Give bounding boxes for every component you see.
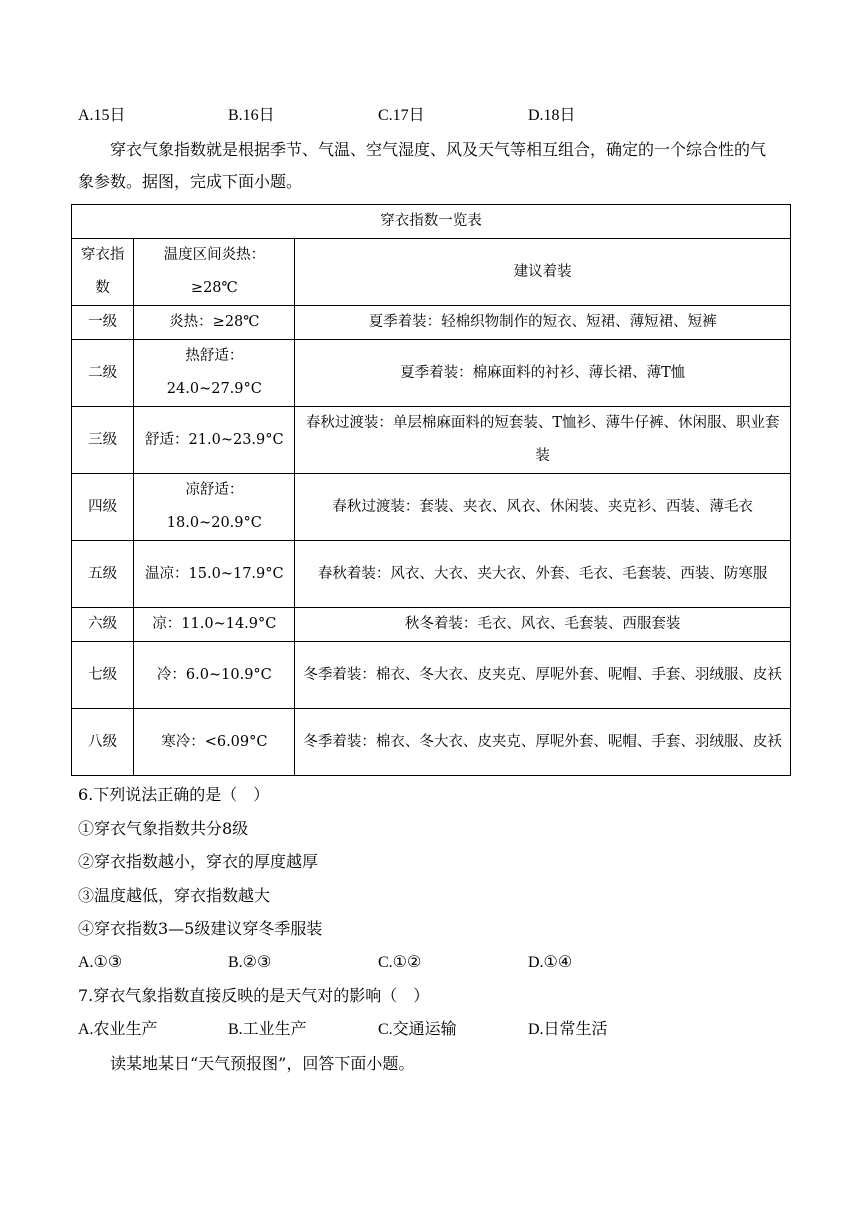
statement-4: ④穿衣指数3—5级建议穿冬季服装 [78,919,323,938]
row-advice: 夏季着装：棉麻面料的衬衫、薄长裙、薄T恤 [295,340,791,407]
row-advice: 春秋过渡装：单层棉麻面料的短套装、T恤衫、薄牛仔裤、休闲服、职业套装 [295,407,791,474]
row-level: 一级 [72,306,134,340]
statement-3: ③温度越低，穿衣指数越大 [78,886,271,905]
option-d[interactable]: D.18日 [528,107,576,124]
prev-question-options [78,106,798,126]
table-row [72,709,791,776]
option-d[interactable]: D.①④ [528,954,573,971]
row-temp: 寒冷：<6.09°C [134,709,295,776]
statement-1: ①穿衣气象指数共分8级 [78,819,249,838]
option-a[interactable]: A.15日 [78,107,126,124]
header-temp: 温度区间炎热：≥28℃ [134,239,295,306]
row-advice: 春秋着装：风衣、大衣、夹大衣、外套、毛衣、毛套装、西装、防寒服 [295,541,791,608]
row-level: 六级 [72,608,134,642]
option-c[interactable]: C.交通运输 [378,1021,457,1038]
row-level: 七级 [72,642,134,709]
option-c[interactable]: C.17日 [378,107,425,124]
question-6-stem: 6.下列说法正确的是（ ） [78,785,270,804]
statement-2: ②穿衣指数越小，穿衣的厚度越厚 [78,852,319,871]
row-temp: 冷：6.0~10.9°C [134,642,295,709]
table-row [72,474,791,541]
question-6-options [78,953,798,973]
row-advice: 冬季着装：棉衣、冬大衣、皮夹克、厚呢外套、呢帽、手套、羽绒服、皮袄 [295,642,791,709]
table-row [72,340,791,407]
question-7-options [78,1020,798,1040]
row-temp: 热舒适：24.0~27.9°C [134,340,295,407]
row-level: 三级 [72,407,134,474]
option-d[interactable]: D.日常生活 [528,1021,608,1038]
option-a[interactable]: A.①③ [78,954,123,971]
option-c[interactable]: C.①② [378,954,422,971]
option-b[interactable]: B.16日 [228,107,275,124]
option-b[interactable]: B.②③ [228,954,272,971]
question-7-stem: 7.穿衣气象指数直接反映的是天气对的影响（ ） [78,986,430,1005]
row-temp: 舒适：21.0~23.9°C [134,407,295,474]
row-temp: 凉舒适：18.0~20.9°C [134,474,295,541]
row-level: 八级 [72,709,134,776]
intro-paragraph: 穿衣气象指数就是根据季节、气温、空气湿度、风及天气等相互组合，确定的一个综合性的气象参数。据图，完成下面小题。 [78,140,767,191]
row-level: 四级 [72,474,134,541]
table-title-row [72,205,791,239]
row-temp: 温凉：15.0~17.9°C [134,541,295,608]
row-temp: 凉：11.0~14.9°C [134,608,295,642]
header-level: 穿衣指数 [72,239,134,306]
table-title: 穿衣指数一览表 [72,205,791,239]
table-row [72,407,791,474]
option-a[interactable]: A.农业生产 [78,1021,158,1038]
row-level: 五级 [72,541,134,608]
row-advice: 秋冬着装：毛衣、风衣、毛套装、西服套装 [295,608,791,642]
row-temp: 炎热：≥28℃ [134,306,295,340]
header-advice: 建议着装 [295,239,791,306]
row-advice: 冬季着装：棉衣、冬大衣、皮夹克、厚呢外套、呢帽、手套、羽绒服、皮袄 [295,709,791,776]
table-row [72,541,791,608]
table-row [72,642,791,709]
row-advice: 夏季着装：轻棉织物制作的短衣、短裙、薄短裙、短裤 [295,306,791,340]
option-b[interactable]: B.工业生产 [228,1021,307,1038]
table-header-row [72,239,791,306]
row-level: 二级 [72,340,134,407]
table-row [72,608,791,642]
table-row [72,306,791,340]
next-section-intro: 读某地某日“天气预报图”，回答下面小题。 [110,1054,415,1073]
dress-index-table [71,204,791,776]
row-advice: 春秋过渡装：套装、夹衣、风衣、休闲装、夹克衫、西装、薄毛衣 [295,474,791,541]
